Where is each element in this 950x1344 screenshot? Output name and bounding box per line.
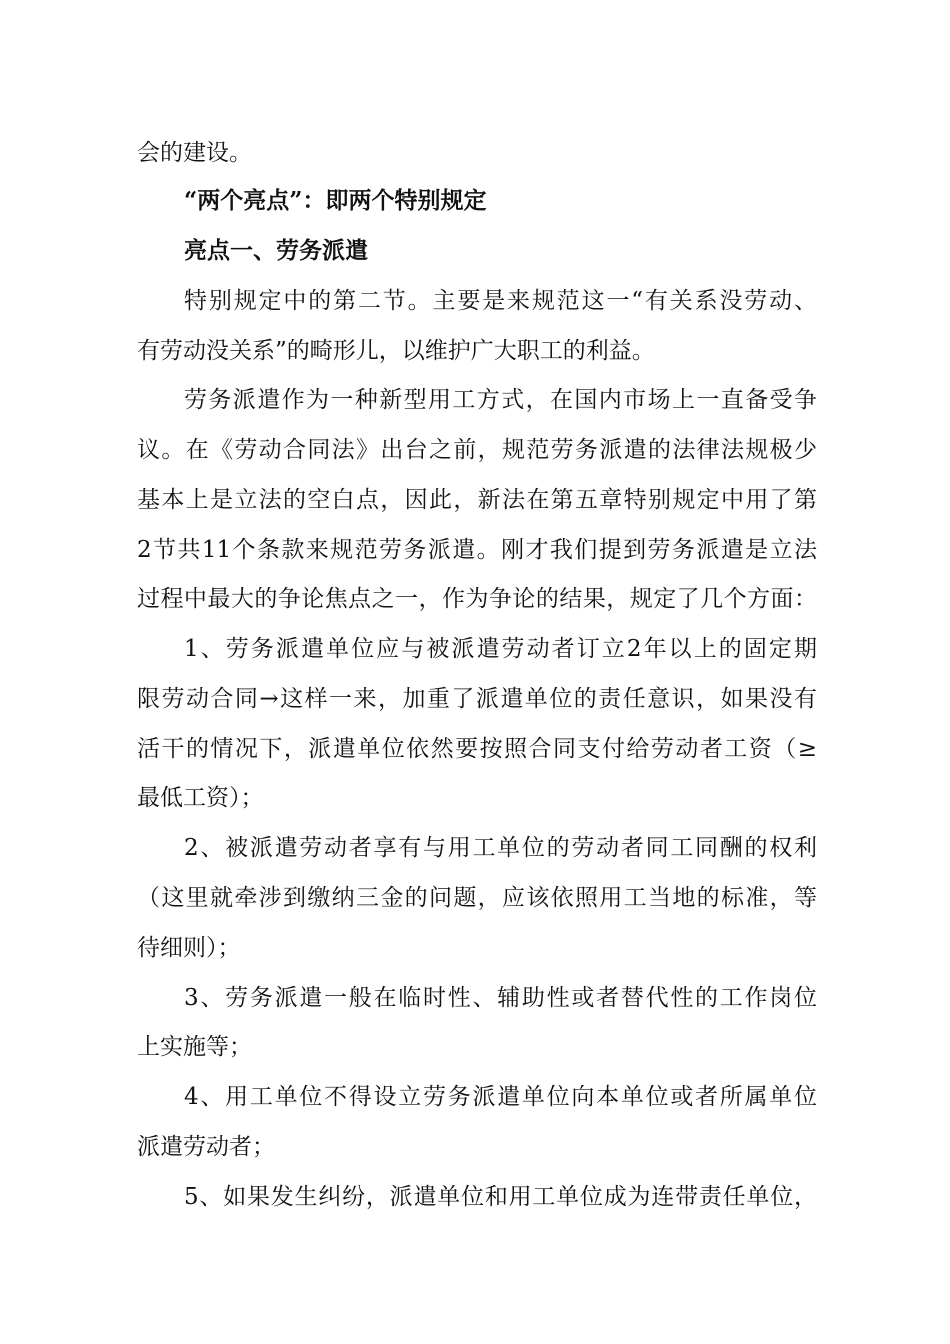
text-line-8: 基本上是立法的空白点，因此，新法在第五章特别规定中用了第	[137, 487, 817, 513]
text-line-18: 3、劳务派遣一般在临时性、辅助性或者替代性的工作岗位	[184, 985, 817, 1011]
text-line-11: 1、劳务派遣单位应与被派遣劳动者订立2年以上的固定期	[184, 636, 817, 662]
text-line-16: （这里就牵涉到缴纳三金的问题，应该依照用工当地的标准，等	[137, 885, 817, 911]
text-line-17: 待细则）；	[137, 935, 241, 961]
subsection-heading: 亮点一、劳务派遣	[184, 237, 368, 264]
text-line-22: 5、如果发生纠纷，派遣单位和用工单位成为连带责任单位，	[184, 1184, 817, 1210]
text-line-4: 特别规定中的第二节。主要是来规范这一“有关系没劳动、	[184, 288, 817, 314]
text-line-10: 过程中最大的争论焦点之一，作为争论的结果，规定了几个方面：	[137, 586, 817, 612]
section-heading: “两个亮点”：即两个特别规定	[184, 187, 487, 214]
text-line-12: 限劳动合同→这样一来，加重了派遣单位的责任意识，如果没有	[137, 686, 817, 712]
text-line-9: 2节共11个条款来规范劳务派遣。刚才我们提到劳务派遣是立法	[137, 537, 817, 563]
text-line-7: 议。在《劳动合同法》出台之前，规范劳务派遣的法律法规极少	[137, 437, 817, 463]
text-line-6: 劳务派遣作为一种新型用工方式，在国内市场上一直备受争	[184, 387, 817, 413]
text-line-19: 上实施等；	[137, 1034, 252, 1060]
text-line-13: 活干的情况下，派遣单位依然要按照合同支付给劳动者工资（≥	[137, 736, 817, 762]
text-line-1: 会的建设。	[137, 140, 252, 166]
text-line-14: 最低工资）；	[137, 785, 264, 811]
text-line-20: 4、用工单位不得设立劳务派遣单位向本单位或者所属单位	[184, 1084, 817, 1110]
text-line-21: 派遣劳动者；	[137, 1134, 275, 1160]
text-line-5: 有劳动没关系”的畸形儿，以维护广大职工的利益。	[137, 338, 655, 364]
text-line-15: 2、被派遣劳动者享有与用工单位的劳动者同工同酬的权利	[184, 835, 817, 861]
